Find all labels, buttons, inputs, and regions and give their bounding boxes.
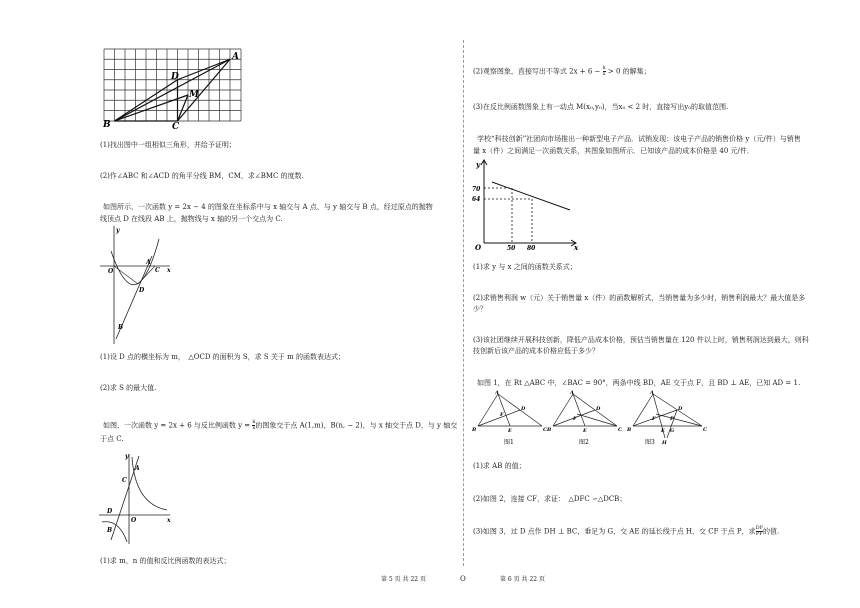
grid-triangle-figure [100,45,250,129]
svg-text:A: A [570,390,574,396]
svg-text:D: D [139,287,145,294]
svg-text:F: F [652,416,656,422]
chart-y-tick-64: 64 [472,196,481,203]
svg-text:D: D [171,72,179,82]
svg-text:B: B [118,324,124,331]
p4-question3-line1: (3)该社团继续开展科技创新，降低产品成本价格，预估当销售量在 120 件以上时，销售利润达到最大，则科 [473,336,809,344]
svg-text:E: E [661,428,665,434]
p3-question3: (3)在反比例函数图象上有一动点 M(x₀,y₀)，当x₀ < 2 时，直接写出y₀的取值范围. [473,103,729,111]
chart-y-tick-70: 70 [472,186,481,193]
svg-text:A: A [146,259,151,266]
svg-text:D: D [521,406,526,412]
svg-text:E: E [583,428,587,434]
chart-x-tick-80: 80 [527,245,536,251]
chart-origin: O [475,243,482,251]
p4-statement-line2: 量 x（件）之间满足一次函数关系，其图象如图所示．已知该产品的成本价格是 40 元/件． [473,147,754,155]
triangle-figures-row [470,390,710,450]
svg-text:D: D [107,508,113,515]
p3-question1: (1)求 m，n 的值和反比例函数的表达式； [100,557,231,565]
p3-statement-line2: 于点 C. [100,435,124,443]
svg-text:M: M [189,90,199,100]
fig2-caption: 图2 [579,439,589,446]
footer-left-page: 第 5 页 共 22 页 [381,576,426,583]
chart-x-label: x [574,243,579,251]
q1-part2: (2)作∠ABC 和∠ACD 的角平分线 BM，CM，求∠BMC 的度数. [100,172,304,180]
p3-question2: (2)观察图象，直接写出不等式 2x + 6 − $\frac{k}{x}$ > 0 的解集； [473,65,651,77]
parabola-line-graph [97,224,177,346]
svg-text:x: x [167,517,171,524]
p4-question1: (1)求 y 与 x 之间的函数关系式； [473,263,577,271]
chart-y-label: y [476,160,481,169]
p5-question1: (1)求 AB 的值； [473,462,526,470]
p5-question3: (3)如图 3，过 D 点作 DH ⊥ BC，垂足为 G，交 AE 的延长线于点 H，交 CF 于点 P，求 $\frac{DP}{PF}$ 的值. [473,525,780,537]
svg-text:G: G [670,428,675,434]
svg-text:A: A [232,52,239,62]
svg-text:H: H [662,440,667,446]
p2-statement-line2: 线顶点 D 在线段 AB 上，抛物线与 x 轴的另一个交点为 C. [100,215,283,223]
price-quantity-graph [472,157,582,251]
graph-x-axis-label: x [167,267,171,274]
fig3-caption: 图3 [645,439,655,446]
p2-question2: (2)求 S 的最大值. [100,384,157,392]
svg-text:F: F [500,412,504,418]
svg-text:C: C [618,427,622,433]
svg-text:B: B [627,427,632,433]
svg-text:C: C [172,122,180,129]
p5-question2: (2)如图 2，连接 CF，求证： △DFC ∽△DCB； [473,495,627,503]
p3-statement-line1: 如图，一次函数 y = 2x + 6 与反比例函数 y = $\frac{k}{x}$ 的图象交于点 A(1,m)，B(n, − 2)，与 x 轴交于点 D，与 y 轴交 [103,419,458,431]
svg-text:A: A [650,390,654,396]
graph-origin-label: O [108,268,114,275]
fig1-caption: 图1 [504,439,514,446]
svg-text:A: A [135,465,140,472]
svg-text:C: C [155,267,160,274]
chart-x-tick-50: 50 [507,245,516,251]
q1-part1: (1)找出图中一组相似三角形，并给予证明； [100,141,236,149]
svg-text:O: O [131,517,137,524]
svg-text:F: F [573,416,577,422]
p4-question2-line2: 少？ [473,305,487,313]
hyperbola-line-graph [97,452,177,546]
svg-text:B: B [547,427,552,433]
svg-text:B: B [103,120,111,129]
svg-text:C: C [122,477,127,484]
svg-text:E: E [508,428,512,434]
p2-statement-line1: 如图所示，一次函数 y = 2x − 4 的图象在坐标系中与 x 轴交与 A 点，与 y 轴交与 B 点，经过原点的抛物 [103,203,433,211]
svg-text:B: B [472,427,477,433]
svg-text:D: D [678,406,683,412]
footer-center-mark: O [460,575,466,583]
svg-text:C: C [543,427,547,433]
p4-question3-line2: 技创新后该产品的成本价格应低于多少？ [473,347,599,355]
svg-text:D: D [596,406,601,412]
svg-text:B: B [107,527,113,534]
svg-text:A: A [495,390,499,396]
svg-text:P: P [670,416,674,422]
p4-question2-line1: (2)求销售利润 w（元）关于销售量 x（件）的函数解析式，当销售量为多少时，销售利润最大？最大值是多 [473,294,806,302]
p4-statement-line1: 学校“科技创新”社团向市场推出一种新型电子产品．试销发现：该电子产品的销售价格 y（元/件）与销售 [477,135,801,143]
p5-statement: 如图 1，在 Rt △ABC 中，∠BAC = 90°，两条中线 BD，AE 交于点 F，且 BD ⊥ AE，已知 AD = 1. [477,379,801,387]
footer-right-page: 第 6 页 共 22 页 [500,576,545,583]
column-divider [463,40,464,566]
graph-y-axis-label: y [116,227,120,234]
svg-text:C: C [703,427,707,433]
svg-text:y: y [125,453,129,460]
p2-question1: (1)设 D 点的横坐标为 m， △OCD 的面积为 S，求 S 关于 m 的函数表达式； [100,353,346,361]
